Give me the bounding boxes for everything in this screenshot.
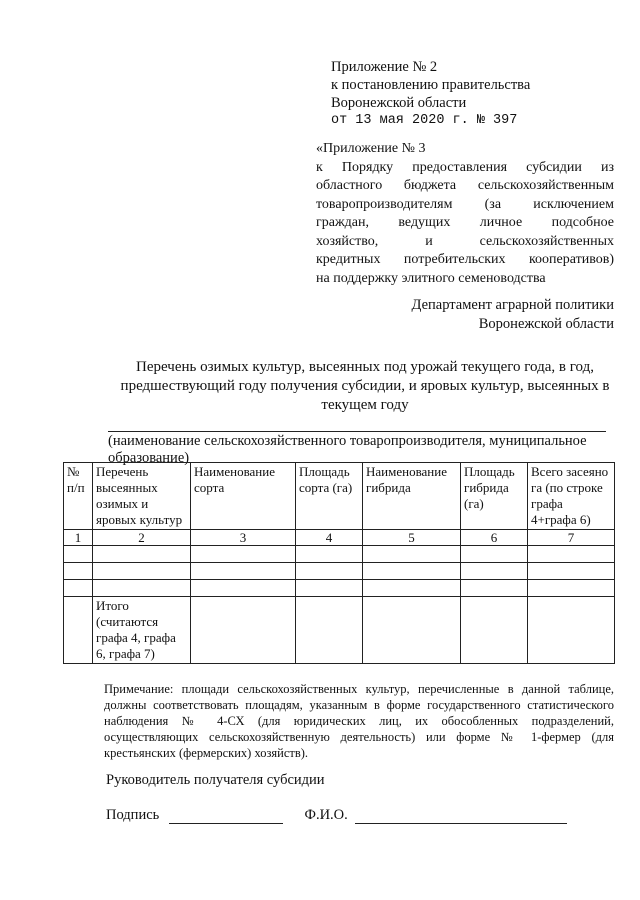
table-cell[interactable] bbox=[296, 563, 363, 580]
caption-line: образование) bbox=[108, 450, 190, 466]
table-cell[interactable] bbox=[363, 563, 461, 580]
total-row bbox=[64, 597, 615, 664]
appendix-number: Приложение № 2 bbox=[331, 59, 438, 75]
column-number: 1 bbox=[64, 530, 93, 546]
table-note: Примечание: площади сельскохозяйственных культур, перечисленные в данной таблице, должны соответствовать площадям, указанным в форме государственного статистического наблюдения № 4-СХ (для юридических лиц, их обособленных подразделений, осуществляющих сельскохозяйственную деятельность) или форме № 1-фермер (для крестьянских (фермерских) хозяйств). bbox=[104, 682, 614, 760]
table-cell bbox=[64, 597, 93, 664]
appendix3-title: «Приложение № 3 bbox=[316, 141, 426, 156]
caption-line: (наименование сельскохозяйственного товаропроизводителя, муниципальное bbox=[108, 433, 587, 449]
table-cell[interactable] bbox=[64, 580, 93, 597]
header-cell: Перечень высеянных озимых и яровых культур bbox=[93, 463, 191, 530]
manager-label: Руководитель получателя субсидии bbox=[106, 772, 325, 788]
table-cell[interactable] bbox=[296, 546, 363, 563]
header-cell: Наименование гибрида bbox=[363, 463, 461, 530]
crops-table bbox=[63, 462, 615, 664]
region-name: Воронежской области bbox=[331, 95, 467, 111]
appendix-header bbox=[331, 58, 621, 130]
table-cell[interactable] bbox=[363, 546, 461, 563]
signature-field[interactable] bbox=[169, 809, 283, 824]
table-cell[interactable] bbox=[528, 580, 615, 597]
total-label: Итого (считаются графа 4, графа 6, графа 7) bbox=[93, 597, 191, 664]
title-line: предшествующий году получения субсидии, и яровых культур, высеянных в bbox=[120, 378, 610, 394]
appendix3-line: хозяйство, и сельскохозяйственных bbox=[316, 233, 614, 249]
signature-label: Подпись bbox=[106, 807, 160, 823]
header-cell: Всего засеяно га (по строке графа 4+графа 6) bbox=[528, 463, 615, 530]
table-row bbox=[64, 580, 615, 597]
table-cell[interactable] bbox=[64, 563, 93, 580]
table-cell[interactable] bbox=[64, 546, 93, 563]
column-number-row bbox=[64, 530, 615, 546]
table-cell[interactable] bbox=[191, 563, 296, 580]
column-number: 4 bbox=[296, 530, 363, 546]
document-title bbox=[98, 358, 632, 415]
column-number: 6 bbox=[461, 530, 528, 546]
column-number: 5 bbox=[363, 530, 461, 546]
table-cell[interactable] bbox=[363, 580, 461, 597]
appendix3-line: к Порядку предоставления субсидии из bbox=[316, 159, 614, 175]
header-cell: Наименование сорта bbox=[191, 463, 296, 530]
table-cell[interactable] bbox=[461, 546, 528, 563]
resolution-date: от 13 мая 2020 г. № 397 bbox=[331, 113, 518, 128]
table-cell[interactable] bbox=[461, 563, 528, 580]
table-cell[interactable] bbox=[191, 546, 296, 563]
resolution-ref: к постановлению правительства bbox=[331, 77, 531, 93]
department-block bbox=[412, 296, 614, 333]
table-header-row bbox=[64, 463, 615, 530]
header-cell: Площадь сорта (га) bbox=[296, 463, 363, 530]
producer-name-line bbox=[108, 431, 606, 432]
table-cell[interactable] bbox=[528, 563, 615, 580]
column-number: 7 bbox=[528, 530, 615, 546]
table-cell[interactable] bbox=[528, 546, 615, 563]
table-row bbox=[64, 546, 615, 563]
department-region: Воронежской области bbox=[478, 315, 614, 332]
signature-row bbox=[106, 807, 567, 824]
appendix3-block bbox=[316, 140, 614, 288]
table-cell[interactable] bbox=[296, 580, 363, 597]
title-line: Перечень озимых культур, высеянных под урожай текущего года, в год, bbox=[136, 359, 594, 375]
table-cell[interactable] bbox=[93, 580, 191, 597]
table-cell[interactable] bbox=[461, 597, 528, 664]
table-cell[interactable] bbox=[93, 563, 191, 580]
appendix3-line: областного бюджета сельскохозяйственным bbox=[316, 178, 614, 193]
table-cell[interactable] bbox=[191, 580, 296, 597]
column-number: 2 bbox=[93, 530, 191, 546]
table-cell[interactable] bbox=[93, 546, 191, 563]
fio-label: Ф.И.О. bbox=[304, 807, 348, 823]
column-number: 3 bbox=[191, 530, 296, 546]
table-cell[interactable] bbox=[296, 597, 363, 664]
table-row bbox=[64, 563, 615, 580]
appendix3-line: граждан, ведущих личное подсобное bbox=[316, 215, 614, 230]
appendix3-line: товаропроизводителям (за исключением bbox=[316, 196, 614, 212]
appendix3-line: на поддержку элитного семеноводства bbox=[316, 270, 546, 286]
appendix3-line: кредитных потребительских кооперативов) bbox=[316, 252, 614, 267]
table-cell[interactable] bbox=[461, 580, 528, 597]
header-cell: Площадь гибрида (га) bbox=[461, 463, 528, 530]
table-cell[interactable] bbox=[363, 597, 461, 664]
title-line: текущем году bbox=[321, 397, 409, 413]
table-cell[interactable] bbox=[528, 597, 615, 664]
department-name: Департамент аграрной политики bbox=[411, 297, 614, 313]
table-cell[interactable] bbox=[191, 597, 296, 664]
header-cell: № п/п bbox=[64, 463, 93, 530]
fio-field[interactable] bbox=[355, 809, 567, 824]
